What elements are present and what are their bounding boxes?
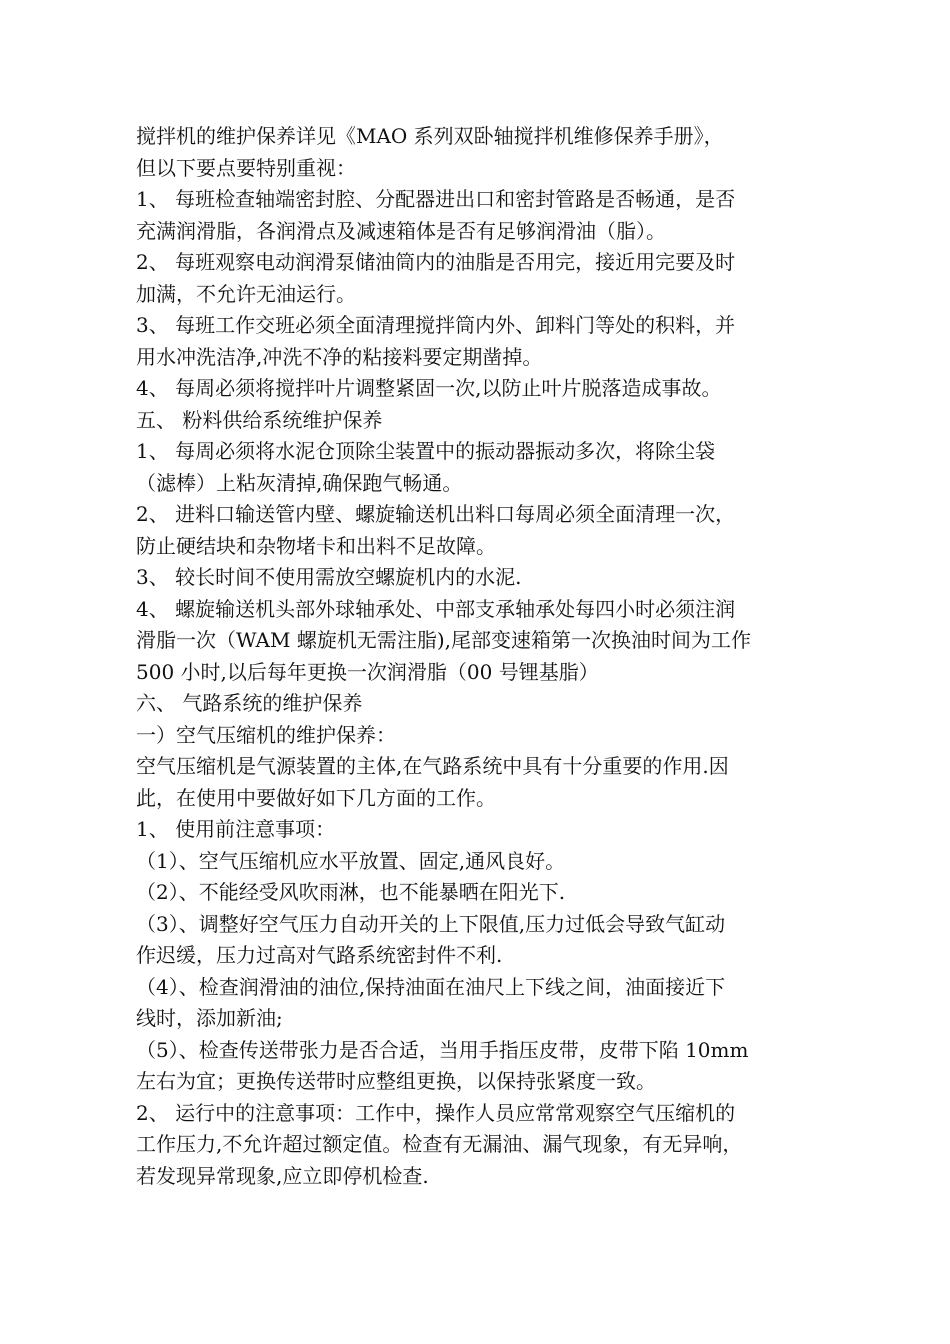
document-body [136, 121, 826, 1192]
text-line: 2、 进料口输送管内壁、螺旋输送机出料口每周必须全面清理一次， [136, 502, 736, 526]
text-line: 但以下要点要特别重视： [136, 155, 356, 180]
text-line: 2、 每班观察电动润滑泵储油筒内的油脂是否用完，接近用完要及时 [136, 250, 736, 274]
text-line: （2）、不能经受风吹雨淋，也不能暴晒在阳光下. [136, 880, 566, 904]
text-line: 3、 较长时间不使用需放空螺旋机内的水泥. [136, 565, 522, 589]
text-line: 搅拌机的维护保养详见《MAO 系列双卧轴搅拌机维修保养手册》， [136, 124, 724, 148]
section-heading: 五、 粉料供给系统维护保养 [136, 407, 383, 432]
text-line: 工作压力,不允许超过额定值。检查有无漏油、漏气现象，有无异响， [136, 1132, 743, 1156]
text-line: （1）、空气压缩机应水平放置、固定,通风良好。 [136, 848, 566, 873]
text-line: 线时，添加新油; [136, 1006, 283, 1030]
text-line: （滤棒）上粘灰清掉,确保跑气畅通。 [136, 470, 463, 495]
text-line: 500 小时,以后每年更换一次润滑脂（00 号锂基脂） [136, 659, 599, 684]
text-line: 防止硬结块和杂物堵卡和出料不足故障。 [136, 533, 496, 558]
text-line: 用水冲洗洁净,冲洗不净的粘接料要定期凿掉。 [136, 344, 543, 369]
text-line: 作迟缓，压力过高对气路系统密封件不利. [136, 943, 503, 967]
text-line: 此，在使用中要做好如下几方面的工作。 [136, 785, 496, 810]
text-line: 空气压缩机是气源装置的主体,在气路系统中具有十分重要的作用.因 [136, 754, 729, 778]
text-line: 3、 每班工作交班必须全面清理搅拌筒内外、卸料门等处的积料，并 [136, 313, 736, 337]
text-line: （3）、调整好空气压力自动开关的上下限值,压力过低会导致气缸动 [136, 911, 726, 936]
text-line: （5）、检查传送带张力是否合适，当用手指压皮带，皮带下陷 10mm [136, 1037, 749, 1062]
text-line: 1、 使用前注意事项： [136, 817, 336, 841]
section-heading: 六、 气路系统的维护保养 [136, 691, 363, 715]
text-line: 加满，不允许无油运行。 [136, 281, 356, 306]
text-line: 若发现异常现象,应立即停机检查. [136, 1163, 429, 1188]
text-line: 4、 螺旋输送机头部外球轴承处、中部支承轴承处每四小时必须注润 [136, 596, 736, 621]
text-line: 1、 每周必须将水泥仓顶除尘装置中的振动器振动多次，将除尘袋 [136, 439, 716, 463]
subsection-heading: 一）空气压缩机的维护保养： [136, 722, 396, 747]
text-line: 充满润滑脂，各润滑点及减速箱体是否有足够润滑油（脂）。 [136, 218, 666, 243]
text-line: 4、 每周必须将搅拌叶片调整紧固一次,以防止叶片脱落造成事故。 [136, 376, 722, 400]
text-line: （4）、检查润滑油的油位,保持油面在油尺上下线之间，油面接近下 [136, 974, 726, 999]
text-line: 滑脂一次（WAM 螺旋机无需注脂),尾部变速箱第一次换油时间为工作 [136, 628, 751, 652]
text-line: 1、 每班检查轴端密封腔、分配器进出口和密封管路是否畅通，是否 [136, 187, 736, 211]
text-line: 左右为宜；更换传送带时应整组更换，以保持张紧度一致。 [136, 1069, 656, 1093]
text-line: 2、 运行中的注意事项：工作中，操作人员应常常观察空气压缩机的 [136, 1100, 736, 1125]
